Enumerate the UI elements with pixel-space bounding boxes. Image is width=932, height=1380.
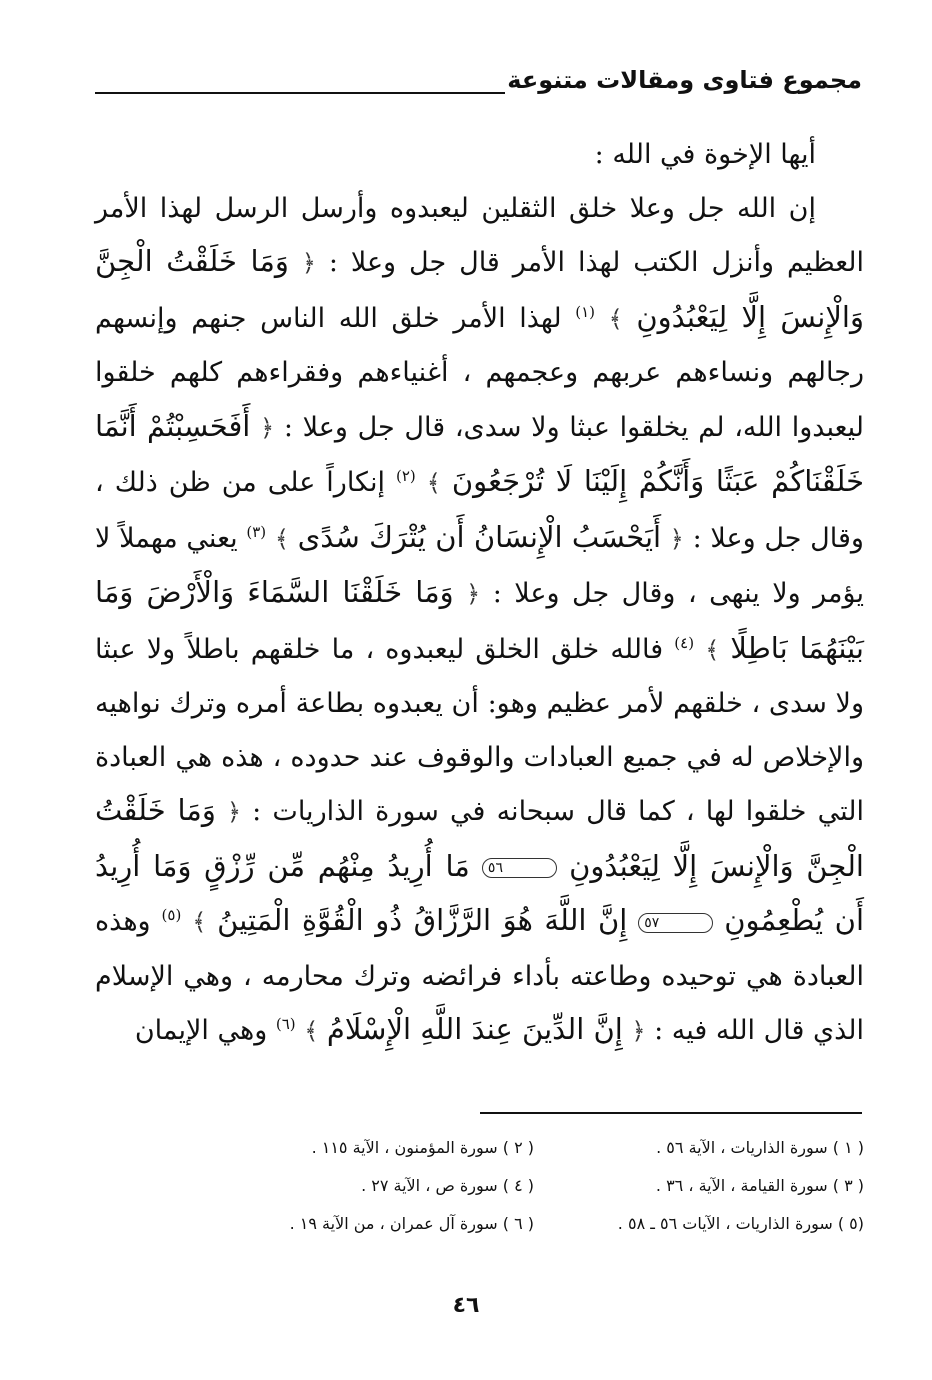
footnote-ref: (٤)	[674, 633, 695, 652]
footnote-ref: (١)	[575, 302, 595, 321]
footnote: ( ٣ ) سورة القيامة ، الآية ، ٣٦ .	[655, 1175, 864, 1195]
text-run: لهذا الأمر خلق الله الناس جنهم وإنسهم رجالهم ونساءهم عربهم وعجمهم ، أغنياءهم وفقراءهم كلهم خلقوا ليعبدوا الله، لم يخلقوا عبثا ولا سدى، قال جل وعلا :	[95, 302, 864, 443]
ornate-bracket-close: ﴾	[426, 469, 441, 497]
ornate-bracket-open: ﴿	[669, 524, 684, 553]
ayah-number-marker: ٥٦	[482, 858, 557, 878]
ornate-bracket-close: ﴾	[304, 1017, 319, 1045]
footnote: ( ٤ ) سورة ص ، الآية ٢٧ .	[361, 1175, 534, 1195]
footnote-ref: (٥)	[161, 906, 182, 924]
quran-verse: وَمَا خَلَقْتُ الْجِنَّ وَالْإِنسَ إِلَّا لِيَعْبُدُونِ	[95, 793, 864, 883]
text-run: إنكاراً على من ظن ذلك ، وقال جل وعلا :	[95, 467, 864, 554]
ornate-bracket-open: ﴿	[631, 1017, 646, 1045]
quran-verse: أَيَحْسَبُ الْإِنسَانُ أَن يُتْرَكَ سُدًى	[297, 519, 662, 554]
footnote: ( ١ ) سورة الذاريات ، الآية ٥٦ .	[656, 1137, 864, 1157]
salutation: أيها الإخوة في الله :	[594, 139, 816, 170]
ornate-bracket-open: ﴿	[260, 413, 275, 442]
main-text	[95, 128, 864, 1059]
text-run: وهي الإيمان	[134, 1015, 268, 1046]
text-run: فالله خلق الخلق ليعبدوه ، ما خلقهم باطلاً ولا عبثا ولا سدى ، خلقهم لأمر عظيم وهو: أن يعبدوه بطاعة أمره وترك نواهيه والإخلاص له في جميع العبادات والوقوف عند حدوده ، هذه هي العبادة التي خلقوا لها ، كما قال سبحانه في سورة الذاريات :	[95, 633, 864, 827]
footnote: (٥ ) سورة الذاريات ، الآيات ٥٦ ـ ٥٨ .	[617, 1213, 864, 1233]
quran-verse: أَفَحَسِبْتُمْ أَنَّمَا خَلَقْنَاكُمْ عَبَثًا وَأَنَّكُمْ إِلَيْنَا لَا تُرْجَعُونَ	[95, 408, 865, 498]
running-header: مجموع فتاوى ومقالات متنوعة	[507, 66, 862, 94]
quran-verse: وَمَا خَلَقْنَا السَّمَاءَ وَالْأَرْضَ وَمَا بَيْنَهُمَا بَاطِلًا	[95, 575, 864, 665]
quran-verse: مَا أُرِيدُ مِنْهُم مِّن رِّزْقٍ وَمَا أُرِيدُ أَن يُطْعِمُونِ	[95, 848, 865, 937]
footnote-rule	[480, 1112, 862, 1114]
footnote-ref: (٣)	[246, 522, 267, 541]
ornate-bracket-close: ﴾	[705, 635, 720, 664]
quran-verse: إِنَّ اللَّهَ هُوَ الرَّزَّاقُ ذُو الْقُوَّةِ الْمَتِينُ	[217, 903, 628, 937]
quran-verse: إِنَّ الدِّينَ عِندَ اللَّهِ الْإِسْلَامُ	[326, 1012, 623, 1046]
footnotes	[240, 1128, 864, 1242]
footnote-row	[240, 1166, 864, 1204]
text-run: يعني مهملاً لا يؤمر ولا ينهى ، وقال جل وعلا :	[95, 522, 864, 609]
text-run: إن الله جل وعلا خلق الثقلين ليعبدوه وأرسل الرسل لهذا الأمر العظيم وأنزل الكتب لهذا الأمر قال جل وعلا :	[95, 192, 864, 278]
quran-verse: وَمَا خَلَقْتُ الْجِنَّ وَالْإِنسَ إِلَّا لِيَعْبُدُونِ	[95, 244, 864, 334]
ornate-bracket-open: ﴿	[226, 798, 242, 826]
ayah-number-marker: ٥٧	[638, 913, 713, 933]
text-run: وهذه العبادة هي توحيده وطاعته بأداء فرائضه وترك محارمه ، وهي الإسلام الذي قال الله فيه :	[95, 906, 864, 1046]
ornate-bracket-open: ﴿	[301, 249, 316, 277]
footnote: ( ٦ ) سورة آل عمران ، من الآية ١٩ .	[289, 1213, 534, 1233]
page-number: ٤٦	[452, 1293, 480, 1318]
footnote-row	[240, 1204, 864, 1242]
footnote-ref: (٢)	[396, 467, 416, 485]
ornate-bracket-close: ﴾	[608, 304, 623, 333]
paragraph	[95, 182, 864, 1059]
footnote-ref: (٦)	[275, 1015, 296, 1033]
ornate-bracket-close: ﴾	[274, 524, 289, 553]
footnote: ( ٢ ) سورة المؤمنون ، الآية ١١٥ .	[311, 1137, 534, 1157]
ornate-bracket-close: ﴾	[192, 908, 207, 936]
header-rule	[95, 92, 505, 94]
footnote-row	[240, 1128, 864, 1166]
ornate-bracket-open: ﴿	[466, 580, 481, 608]
